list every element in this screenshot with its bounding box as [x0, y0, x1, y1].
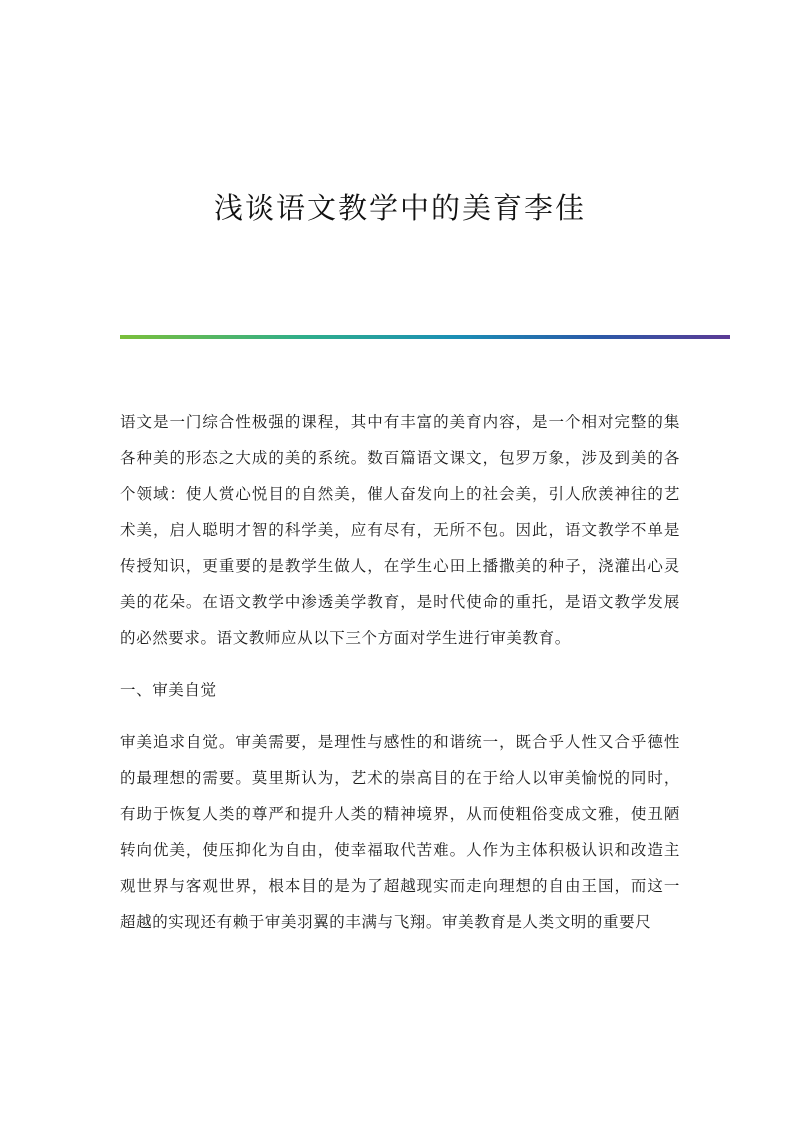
section-heading: 一、审美自觉: [120, 681, 217, 699]
body-paragraph: 审美追求自觉。审美需要，是理性与感性的和谐统一，既合乎人性又合乎德性的最理想的需要。莫里斯认为，艺术的崇高目的在于给人以审美愉悦的同时，有助于恢复人类的尊严和提升人类的精神境界，从而使粗俗变成文雅，使丑陋转向优美，使压抑化为自由，使幸福取代苦难。人作为主体积极认识和改造主观世界与客观世界，根本目的是为了超越现实而走向理想的自由王国，而这一超越的实现还有赖于审美羽翼的丰满与飞翔。审美教育是人类文明的重要尺: [120, 733, 680, 931]
body-paragraph: 语文是一门综合性极强的课程，其中有丰富的美育内容，是一个相对完整的集各种美的形态之大成的美的系统。数百篇语文课文，包罗万象，涉及到美的各个领域：使人赏心悦目的自然美，催人奋发向上的社会美，引人欣羡神往的艺术美，启人聪明才智的科学美，应有尽有，无所不包。因此，语文教学不单是传授知识，更重要的是教学生做人，在学生心田上播撒美的种子，浇灌出心灵美的花朵。在语文教学中渗透美学教育，是时代使命的重托，是语文教学发展的必然要求。语文教师应从以下三个方面对学生进行审美教育。: [120, 413, 680, 647]
document-title: 浅谈语文教学中的美育李佳: [213, 191, 586, 225]
document-body: [120, 404, 680, 956]
title-divider: [120, 335, 730, 339]
